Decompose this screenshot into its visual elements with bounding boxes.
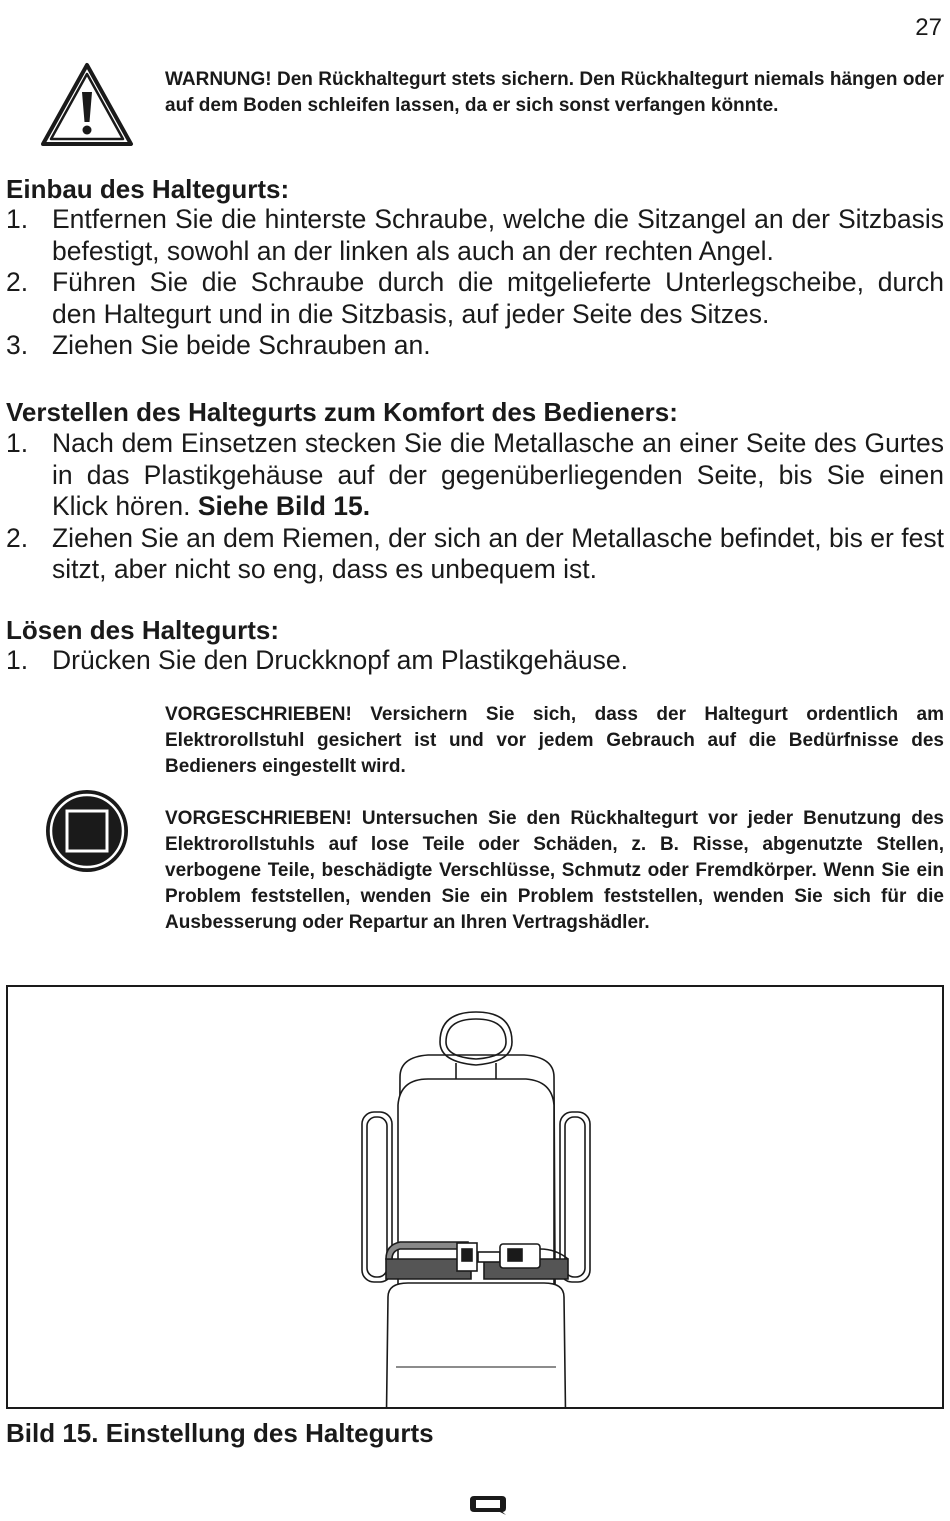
figure-caption: Bild 15. Einstellung des Haltegurts [6, 1418, 434, 1448]
item-text: Nach dem Einsetzen stecken Sie die Metallasche an einer Seite des Gurtes in das Plastikgehäuse auf der gegenüberliegenden Seite, bis Sie einen Klick hören. [52, 428, 944, 521]
list-item [6, 645, 944, 677]
q-logo-icon [468, 1494, 508, 1516]
item-text: Ziehen Sie an dem Riemen, der sich an der Metallasche befindet, bis er fest sitzt, aber nicht so eng, dass es unbequem ist. [52, 522, 944, 584]
install-heading: Einbau des Haltegurts: [6, 174, 290, 204]
list-item [6, 330, 944, 362]
figure-reference: Siehe Bild 15. [197, 491, 371, 521]
item-number: 1. [6, 645, 29, 675]
warning-triangle-icon [40, 62, 134, 148]
item-number: 2. [6, 267, 29, 297]
list-item [6, 428, 944, 523]
item-text: Ziehen Sie beide Schrauben an. [52, 330, 431, 360]
install-list [6, 204, 944, 362]
item-text: Führen Sie die Schraube durch die mitgelieferte Unterlegscheibe, durch den Haltegurt und in die Sitzbasis, auf jeder Seite des Sitzes. [52, 267, 944, 329]
list-item [6, 523, 944, 586]
mandatory-notice-2: VORGESCHRIEBEN! Untersuchen Sie den Rückhaltegurt vor jeder Benutzung des Elektrorollstuhls auf lose Teile oder Schäden, z. B. Risse, abgenutzte Stellen, verbogene Teile, beschädigte Verschlüsse, Schmutz oder Fremdkörper. Wenn Sie ein Problem feststellen, wenden Sie ein Problem feststellen, wenden Sie sich für die Ausbesserung oder Repartur an Ihren Vertragshädler. [165, 808, 944, 933]
release-heading: Lösen des Haltegurts: [6, 615, 280, 645]
mandatory-notice-1: VORGESCHRIEBEN! Versichern Sie sich, dass der Haltegurt ordentlich am Elektrorollstuhl gesichert ist und vor jedem Gebrauch auf die Bedürfnisse des Bedieners eingestellt wird. [165, 704, 944, 777]
item-text: Drücken Sie den Druckknopf am Plastikgehäuse. [52, 645, 628, 675]
page-number: 27 [915, 14, 942, 41]
item-number: 1. [6, 428, 29, 458]
release-list [6, 645, 944, 677]
list-item [6, 267, 944, 330]
mandatory-action-icon [44, 788, 130, 874]
warning-text: WARNUNG! Den Rückhaltegurt stets sichern. Den Rückhaltegurt niemals hängen oder auf dem Boden schleifen lassen, da er sich sonst verfangen könnte. [165, 69, 944, 116]
item-text: Entfernen Sie die hinterste Schraube, welche die Sitzangel an der Sitzbasis befestigt, sowohl an der linken als auch an der rechten Angel. [52, 204, 944, 266]
item-number: 1. [6, 204, 29, 234]
item-number: 2. [6, 522, 29, 553]
figure-frame [6, 985, 944, 1409]
list-item [6, 204, 944, 267]
adjust-list [6, 428, 944, 586]
wheelchair-seat-belt-illustration [8, 987, 942, 1407]
adjust-heading: Verstellen des Haltegurts zum Komfort des Bedieners: [6, 397, 678, 427]
item-number: 3. [6, 330, 29, 360]
